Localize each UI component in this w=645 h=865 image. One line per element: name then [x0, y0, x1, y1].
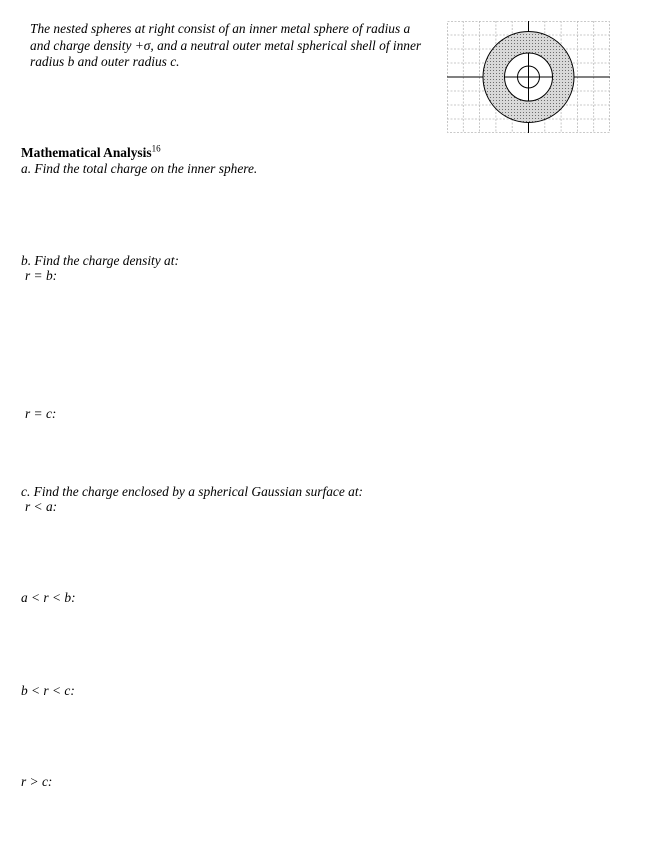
problem-intro: The nested spheres at right consist of an inner metal sphere of radius a and charge density +σ, and a neutral outer metal spherical shell of inner radius b and outer radius c. [30, 21, 422, 69]
question-b: b. Find the charge density at: [21, 253, 179, 268]
question-b-part-2: r = c: [25, 406, 57, 421]
question-c-part-2: a < r < b: [21, 590, 76, 605]
nested-spheres-diagram [447, 21, 610, 133]
question-a: a. Find the total charge on the inner sphere. [21, 161, 258, 176]
question-c-part-3: b < r < c: [21, 683, 75, 698]
section-heading: Mathematical Analysis$^{16}$ [21, 143, 161, 160]
question-c: c. Find the charge enclosed by a spherical Gaussian surface at: [21, 484, 364, 499]
question-c-part-4: r > c: [21, 774, 53, 789]
footnote-marker: 16 [151, 143, 161, 154]
question-b-part-1: r = b: [25, 268, 58, 283]
question-c-part-1: r < a: [25, 499, 58, 514]
